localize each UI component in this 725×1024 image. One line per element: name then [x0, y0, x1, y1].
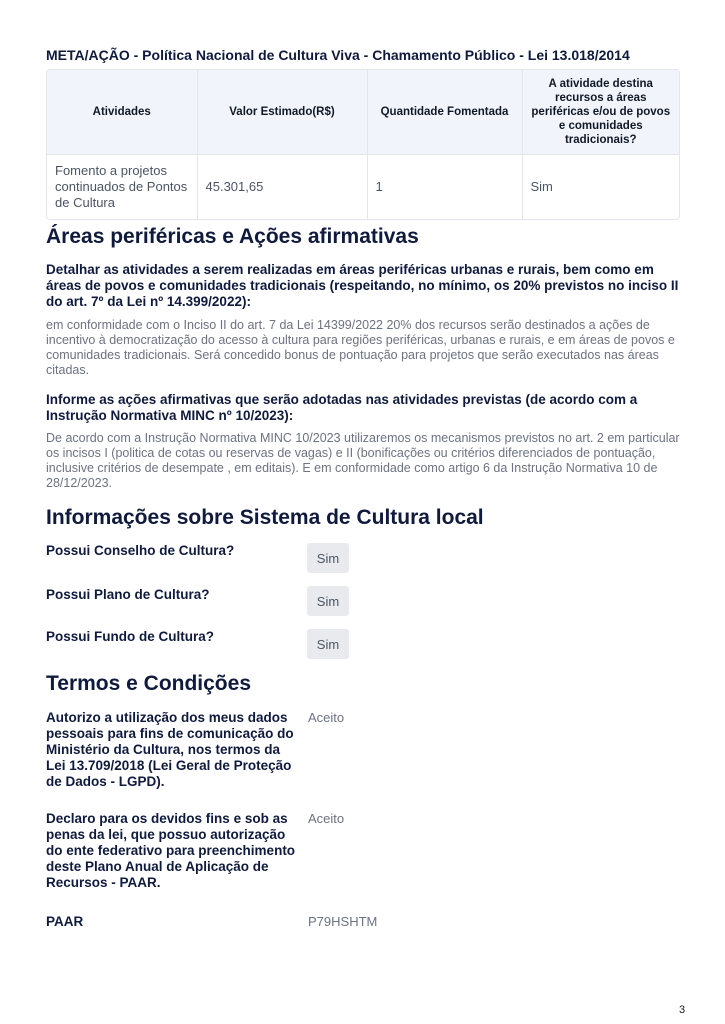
areas-heading: Áreas periféricas e Ações afirmativas: [46, 225, 419, 248]
table-header-row: [47, 70, 679, 155]
cell-quantity: 1: [367, 155, 522, 220]
column-header-peripheral-areas: A atividade destina recursos a áreas periféricas e/ou de povos e comunidades tradicionais?: [522, 70, 679, 155]
page-number: 3: [679, 1004, 686, 1016]
fundo-label: Possui Fundo de Cultura?: [46, 629, 214, 644]
conselho-label: Possui Conselho de Cultura?: [46, 543, 235, 558]
table-row: [47, 155, 679, 220]
termos-heading: Termos e Condições: [46, 672, 251, 695]
cell-peripheral-areas: Sim: [522, 155, 679, 220]
plano-label: Possui Plano de Cultura?: [46, 587, 210, 602]
cell-activity: Fomento a projetos continuados de Pontos de Cultura: [47, 155, 197, 220]
areas-answer-2: De acordo com a Instrução Normativa MINC 10/2023 utilizaremos os mecanismos previstos no art. 2 em particular os incisos I (politica de cotas ou reservas de vagas) e II (bonificações ou critérios diferenciados de pontuação, inclusive critérios de desempate , em editais). E em conformidade como artigo 6 da Instrução Normativa 10 de 28/12/2023.: [46, 431, 680, 490]
paar-value: P79HSHTM: [308, 914, 378, 929]
sistema-heading: Informações sobre Sistema de Cultura local: [46, 506, 484, 529]
paar-authorization-value: Aceito: [308, 811, 345, 826]
column-header-estimated-value: Valor Estimado(R$): [197, 70, 367, 155]
lgpd-consent-label: Autorizo a utilização dos meus dados pessoais para fins de comunicação do Ministério da Cultura, nos termos da Lei 13.709/2018 (Lei Geral de Proteção de Dados - LGPD).: [46, 710, 294, 789]
areas-question-1: Detalhar as atividades a serem realizadas em áreas periféricas urbanas e rurais, bem como em áreas de povos e comunidades tradicionais (respeitando, no mínimo, os 20% previstos no inciso II do art. 7º da Lei nº 14.399/2022):: [46, 262, 679, 309]
paar-authorization-label: Declaro para os devidos fins e sob as penas da lei, que possuo autorização do ente federativo para preenchimento deste Plano Anual de Aplicação de Recursos - PAAR.: [46, 811, 296, 890]
lgpd-consent-value: Aceito: [308, 710, 345, 725]
areas-question-2: Informe as ações afirmativas que serão adotadas nas atividades previstas (de acordo com a Instrução Normativa MINC nº 10/2023):: [46, 392, 638, 423]
paar-label: PAAR: [46, 914, 84, 929]
column-header-activities: Atividades: [47, 70, 197, 155]
cell-estimated-value: 45.301,65: [197, 155, 367, 220]
activities-table: [46, 69, 680, 220]
meta-title: META/AÇÃO - Política Nacional de Cultura Viva - Chamamento Público - Lei 13.018/2014: [46, 47, 630, 63]
fundo-value-badge: Sim: [307, 629, 349, 659]
conselho-value-badge: Sim: [307, 543, 349, 573]
plano-value-badge: Sim: [307, 586, 349, 616]
column-header-quantity: Quantidade Fomentada: [367, 70, 522, 155]
areas-answer-1: em conformidade com o Inciso II do art. 7 da Lei 14399/2022 20% dos recursos serão destinados a ações de incentivo à democratização do acesso à cultura para regiões periféricas, urbanas e rurais, e em áreas de povos e comunidades tradicionais. Será concedido bonus de pontuação para projetos que serão executados nas áreas citadas.: [46, 318, 675, 377]
